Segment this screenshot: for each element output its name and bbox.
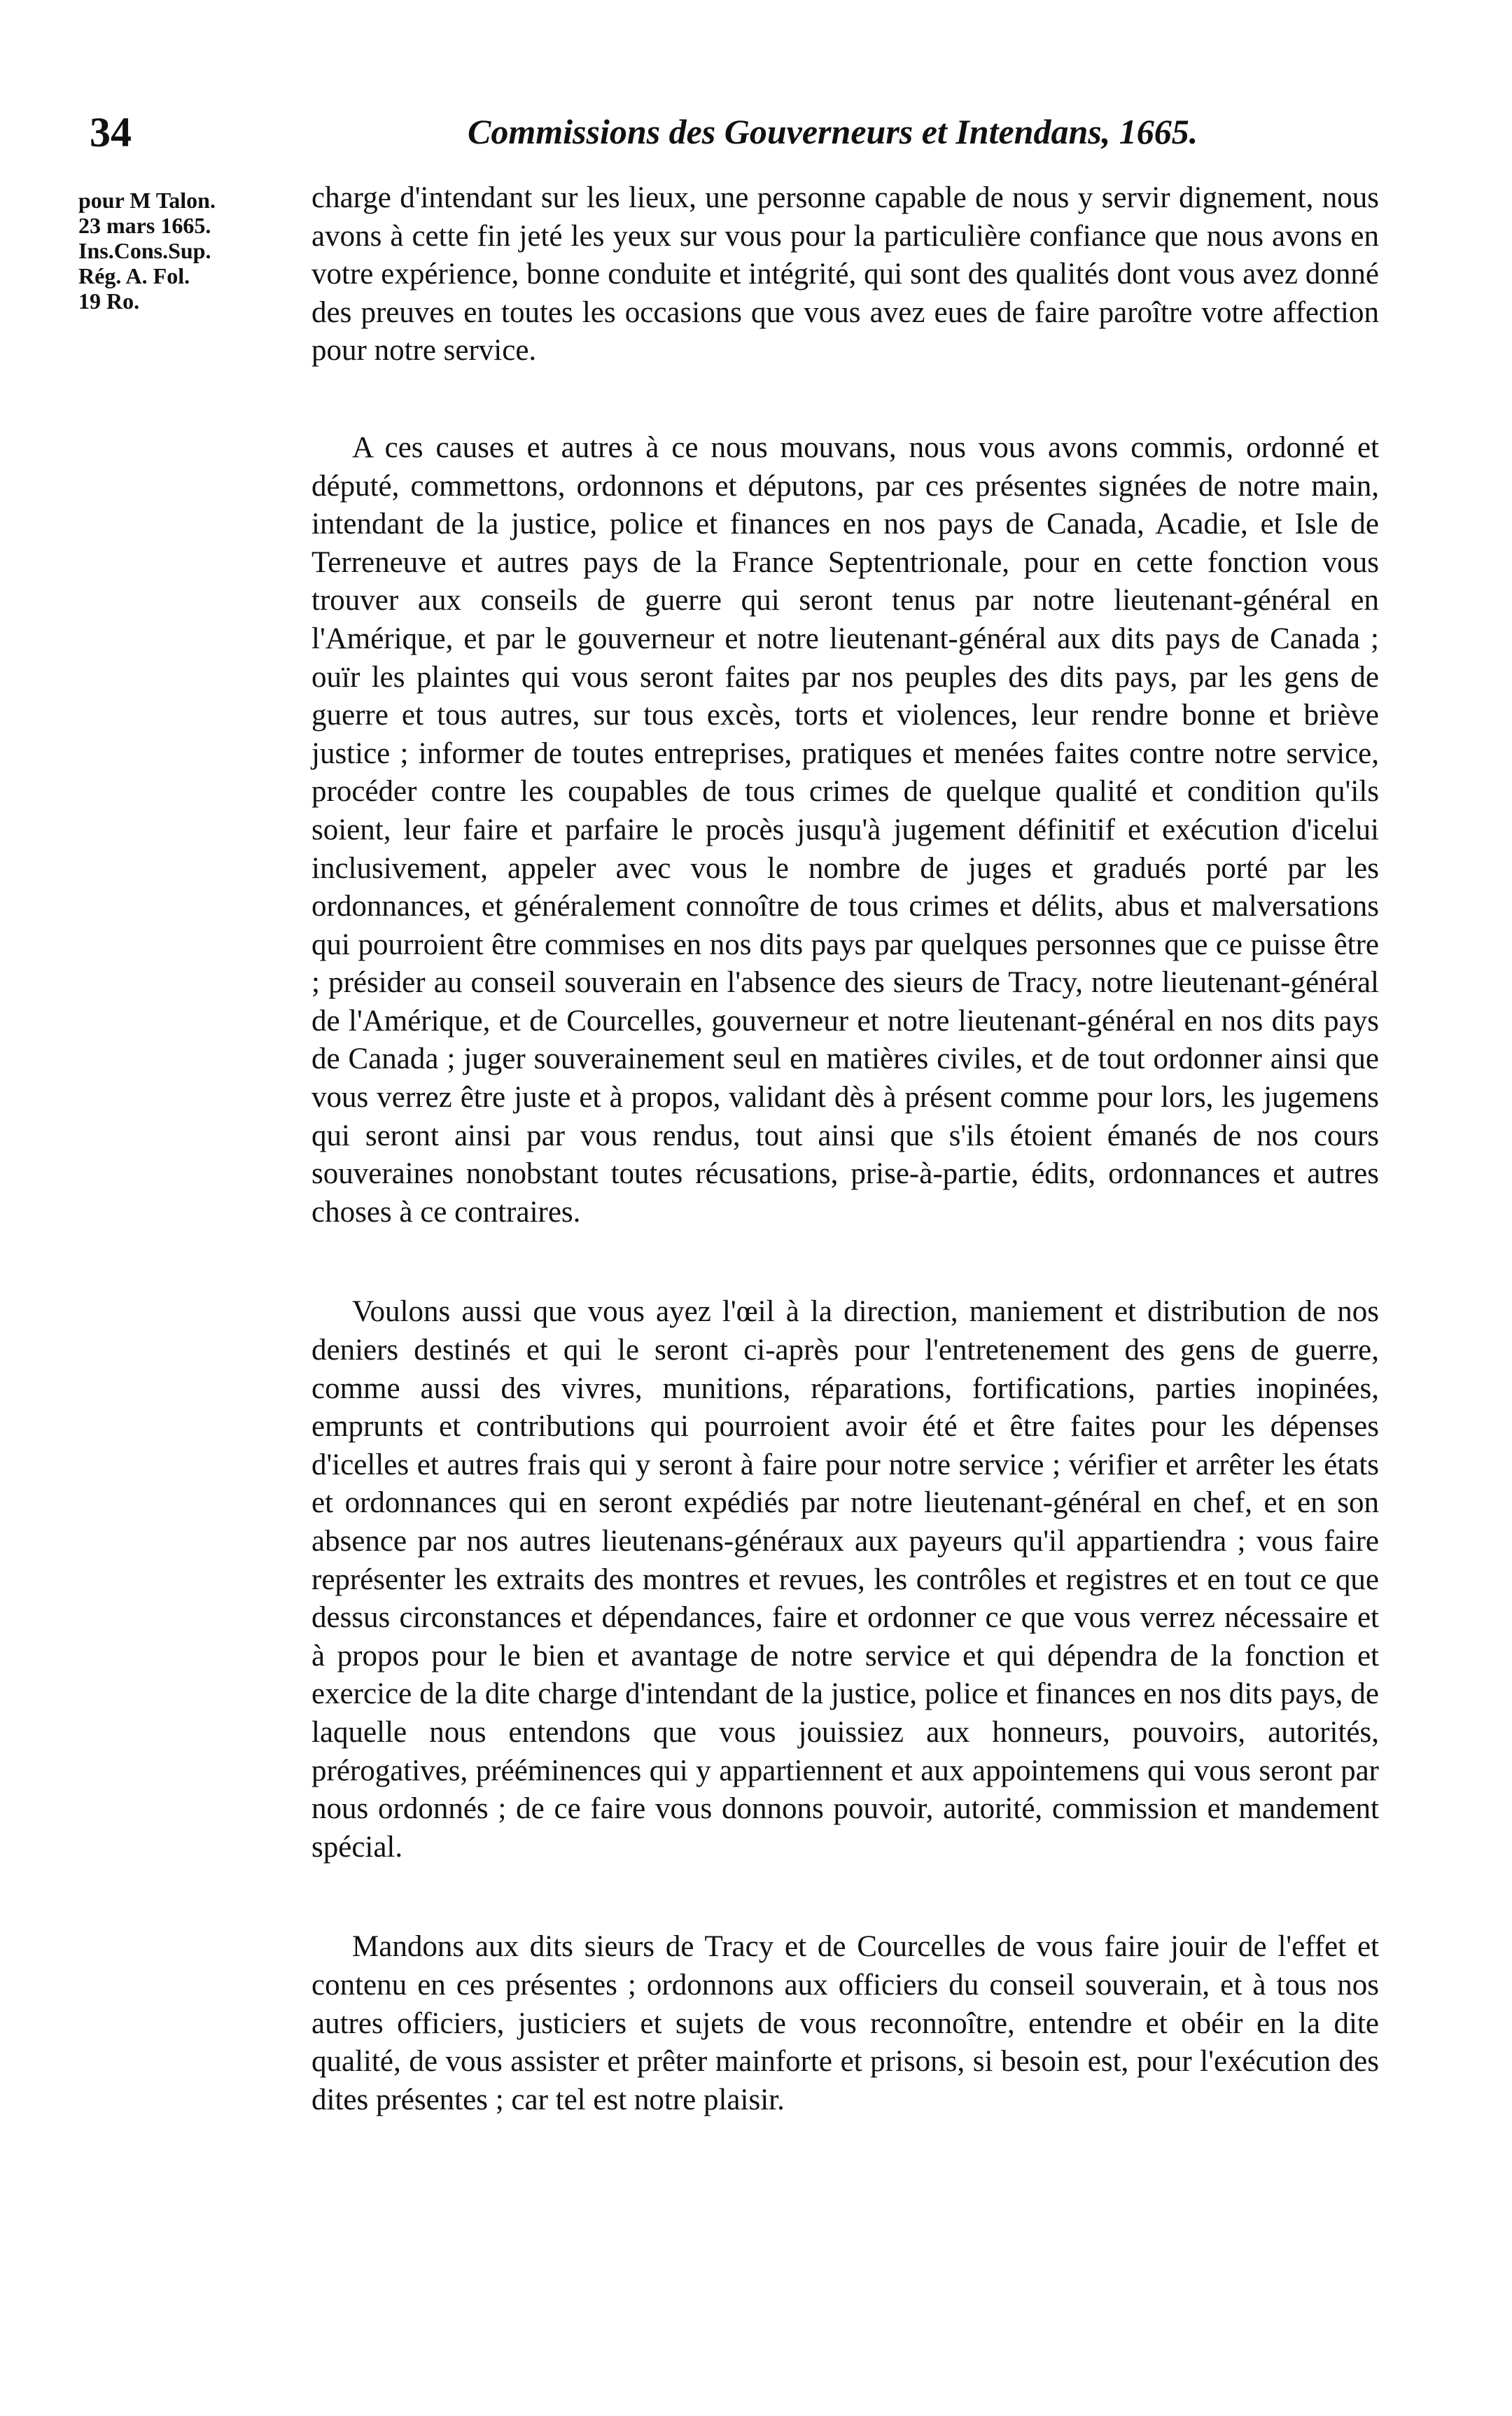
margin-note-line: pour M Talon. — [78, 188, 216, 213]
paragraph-continuation: charge d'intendant sur les lieux, une personne capable de nous y servir dignement, nous avons à cette fin jeté les yeux sur vous pour la particulière confiance que nous avons en votre expérience, bonne conduite et intégrité, qui sont des qualités dont vous avez donné des preuves en toutes les occasions que vous avez eues de faire paroître votre affection pour notre service. — [312, 181, 1379, 368]
margin-note — [78, 188, 309, 314]
page-header — [90, 109, 1371, 165]
body-text — [312, 179, 1379, 2119]
margin-note-line: 19 Ro. — [78, 288, 140, 314]
running-title: Commissions des Gouverneurs et Intendans, 1665. — [468, 112, 1198, 151]
paragraph-mandate: Mandons aux dits sieurs de Tracy et de Courcelles de vous faire jouir de l'effet et contenu en ces présentes ; ordonnons aux officiers du conseil souverain, et à tous nos autres officiers, justiciers et sujets de vous reconnoître, entendre et obéir en la dite qualité, de vous assister et prêter mainforte et prisons, si besoin est, pour l'exécution des dites présentes ; car tel est notre plaisir. — [312, 1930, 1379, 2116]
margin-note-line: Ins.Cons.Sup. — [78, 238, 211, 263]
margin-note-line: Rég. A. Fol. — [78, 263, 190, 288]
paragraph-appointment: A ces causes et autres à ce nous mouvans, nous vous avons commis, ordonné et député, commettons, ordonnons et députons, par ces présentes signées de notre main, intendant de la justice, police et finances en nos pays de Canada, Acadie, et Isle de Terreneuve et autres pays de la France Septentrionale, pour en cette fonction vous trouver aux conseils de guerre qui seront tenus par notre lieutenant-général en l'Amérique, et par le gouverneur et notre lieutenant-général aux dits pays de Canada ; ouïr les plaintes qui vous seront faites par nos peuples des dits pays, par les gens de guerre et tous autres, sur tous excès, torts et violences, leur rendre bonne et briève justice ; informer de toutes entreprises, pratiques et menées faites contre notre service, procéder contre les coupables de tous crimes de quelque qualité et condition qu'ils soient, leur faire et parfaire le procès jusqu'à jugement définitif et exécution d'icelui inclusivement, appeler avec vous le nombre de juges et gradués porté par les ordonnances, et généralement connoître de tous crimes et délits, abus et malversations qui pourroient être commises en nos dits pays par quelques personnes que ce puisse être ; présider au conseil souverain en l'absence des sieurs de Tracy, notre lieutenant-général de l'Amérique, et de Courcelles, gouverneur et notre lieutenant-général en nos dits pays de Canada ; juger souverainement seul en matières civiles, et de tout ordonner ainsi que vous verrez être juste et à propos, validant dès à présent comme pour lors, les jugemens qui seront ainsi par vous rendus, tout ainsi que s'ils étoient émanés de nos cours souveraines nonobstant toutes récusations, prise-à-partie, édits, ordonnances et autres choses à ce contraires. — [312, 431, 1379, 1229]
paragraph-finances: Voulons aussi que vous ayez l'œil à la direction, maniement et distribution de nos deniers destinés et qui le seront ci-après pour l'entretenement des gens de guerre, comme aussi des vivres, munitions, réparations, fortifications, parties inopinées, emprunts et contributions qui pourroient avoir été et être faites pour les dépenses d'icelles et autres frais qui y seront à faire pour notre service ; vérifier et arrêter les états et ordonnances qui en seront expédiés par notre lieutenant-général en chef, et en son absence par nos autres lieutenans-généraux aux payeurs qu'il appartiendra ; vous faire représenter les extraits des montres et revues, les contrôles et registres et en tout ce que dessus circonstances et dépendances, faire et ordonner ce que vous verrez nécessaire et à propos pour le bien et avantage de notre service et qui dépendra de la fonction et exercice de la dite charge d'intendant de la justice, police et finances en nos dits pays, de laquelle nous entendons que vous jouissiez aux honneurs, pouvoirs, autorités, prérogatives, prééminences qui y appartiennent et aux appointemens qui vous seront par nous ordonnés ; de ce faire vous donnons pouvoir, autorité, commission et mandement spécial. — [312, 1295, 1379, 1864]
margin-note-line: 23 mars 1665. — [78, 213, 211, 238]
page-number: 34 — [90, 109, 132, 155]
